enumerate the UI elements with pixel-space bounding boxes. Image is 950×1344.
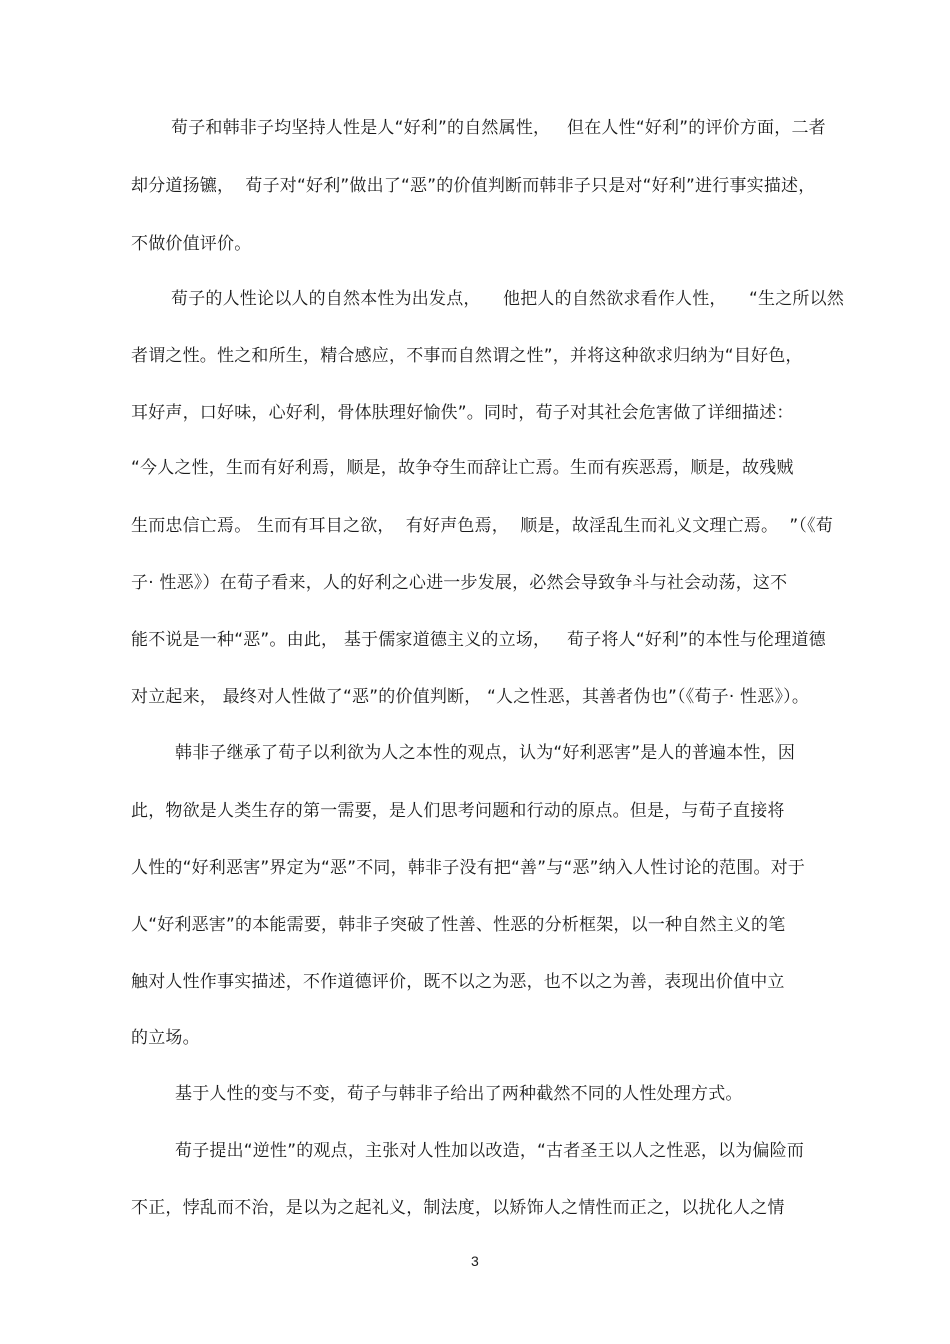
text-line: 触对人性作事实描述，不作道德评价，既不以之为恶，也不以之为善，表现出价值中立 [131,972,785,992]
text-line: 能不说是一种“恶”。由此， 基于儒家道德主义的立场， 荀子将人“好利”的本性与伦理道德 [131,630,826,650]
text-line: 不做价值评价。 [131,234,252,254]
text-line: 人性的“好利恶害”界定为“恶”不同，韩非子没有把“善”与“恶”纳入人性讨论的范围。对于 [131,858,806,878]
text-line: 荀子提出“逆性”的观点，主张对人性加以改造，“古者圣王以人之性恶，以为偏险而 [175,1141,805,1161]
text-line: 却分道扬镳， 荀子对“好利”做出了“恶”的价值判断而韩非子只是对“好利”进行事实描述， [131,176,816,196]
text-line: 此，物欲是人类生存的第一需要，是人们思考问题和行动的原点。但是，与荀子直接将 [131,801,785,821]
text-line: 荀子的人性论以人的自然本性为出发点， 他把人的自然欲求看作人性， “生之所以然 [171,289,845,309]
text-line: 人“好利恶害”的本能需要，韩非子突破了性善、性恶的分析框架，以一种自然主义的笔 [131,915,786,935]
text-line: 对立起来， 最终对人性做了“恶”的价值判断， “人之性恶，其善者伪也”（《荀子· 性恶》）。 [131,687,810,707]
text-line: 耳好声，口好味，心好利，骨体肤理好愉佚”。同时，荀子对其社会危害做了详细描述： [131,403,794,423]
text-line: “今人之性，生而有好利焉，顺是，故争夺生而辞让亡焉。生而有疾恶焉，顺是，故残贼 [131,458,794,478]
text-line: 荀子和韩非子均坚持人性是人“好利”的自然属性， 但在人性“好利”的评价方面，二者 [171,118,826,138]
page-number: 3 [471,1253,479,1269]
text-line: 基于人性的变与不变，荀子与韩非子给出了两种截然不同的人性处理方式。 [175,1084,743,1104]
text-line: 子· 性恶》）在荀子看来，人的好利之心进一步发展，必然会导致争斗与社会动荡，这不 [131,573,788,593]
text-line: 不正，悖乱而不治，是以为之起礼义，制法度，以矫饰人之情性而正之，以扰化人之情 [131,1198,785,1218]
text-line: 生而忠信亡焉。 生而有耳目之欲， 有好声色焉， 顺是，故淫乱生而礼义文理亡焉。 ”（《荀 [131,516,834,536]
text-line: 的立场。 [131,1028,200,1048]
text-line: 者谓之性。性之和所生，精合感应，不事而自然谓之性”，并将这种欲求归纳为“目好色， [131,346,803,366]
text-line: 韩非子继承了荀子以利欲为人之本性的观点，认为“好利恶害”是人的普遍本性，因 [175,743,796,763]
